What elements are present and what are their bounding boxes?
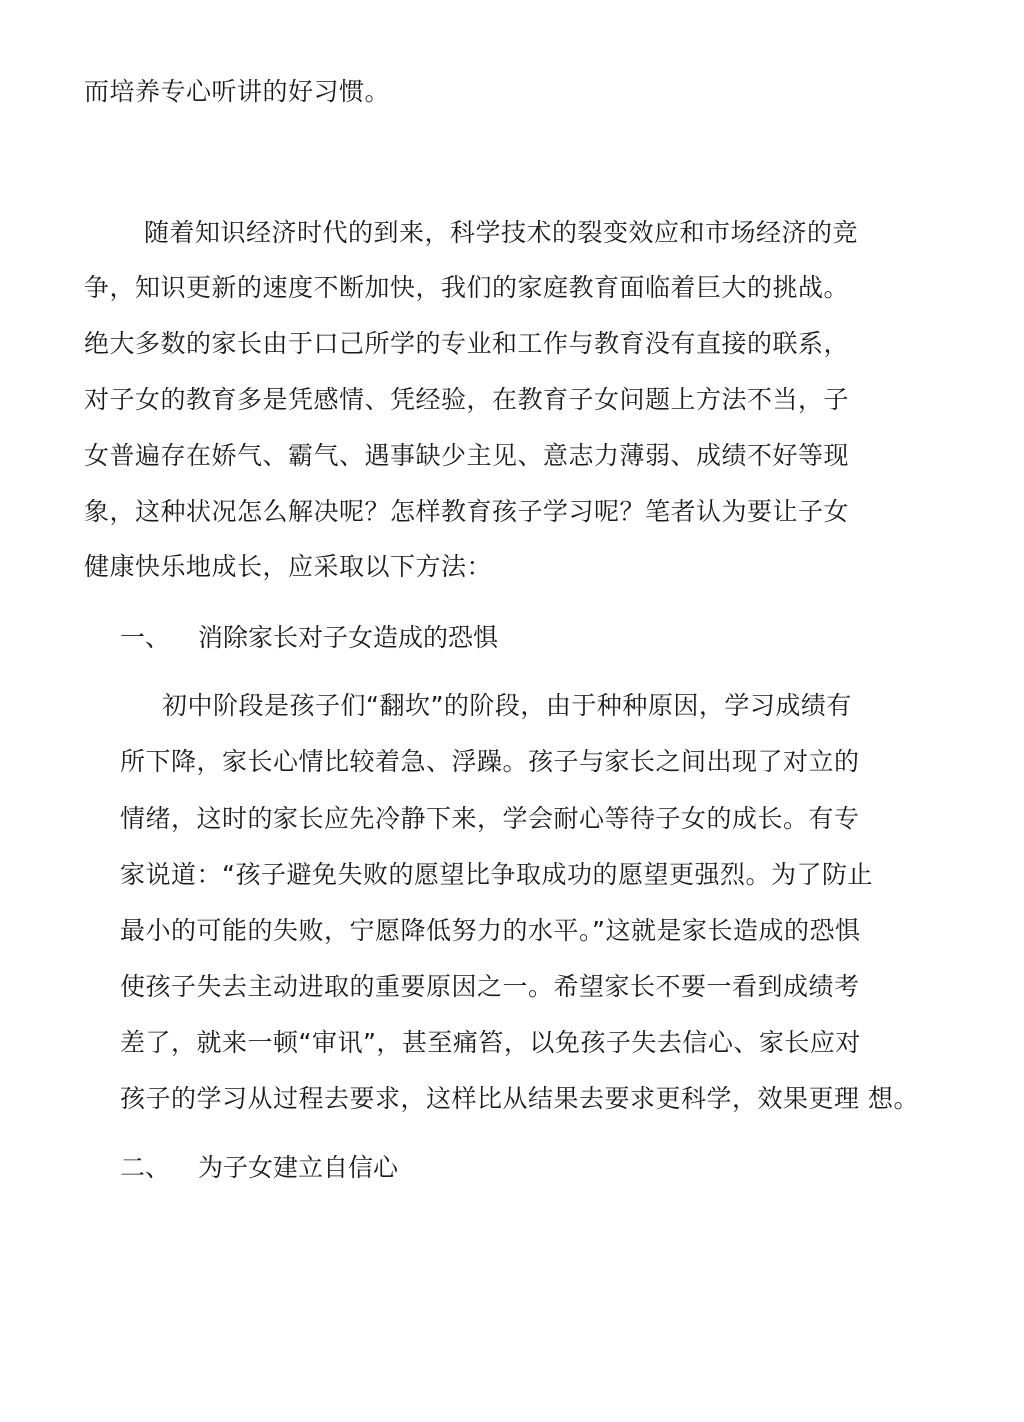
paragraph-line: 健康快乐地成长，应采取以下方法： xyxy=(84,552,493,581)
paragraph-line: 差了，就来一顿“审讯”，甚至痛笞，以免孩子失去信心、家长应对 xyxy=(120,1028,861,1057)
paragraph-line: 最小的可能的失败，宁愿降低努力的水平。”这就是家长造成的恐惧 xyxy=(120,916,861,945)
paragraph-line: 所下降，家长心情比较着急、浮躁。孩子与家长之间出现了对立的 xyxy=(120,747,860,776)
paragraph-line: 使孩子失去主动进取的重要原因之一。希望家长不要一看到成绩考 xyxy=(120,972,860,1001)
paragraph-line: 家说道：“孩子避免失败的愿望比争取成功的愿望更强烈。为了防止 xyxy=(120,860,873,889)
paragraph-line: 初中阶段是孩子们“翻坎”的阶段，由于种种原因，学习成绩有 xyxy=(162,691,852,720)
section-1-number: 一、 xyxy=(120,623,171,652)
section-2-number: 二、 xyxy=(120,1153,171,1182)
section-1-title: 消除家长对子女造成的恐惧 xyxy=(198,623,499,652)
paragraph-line: 情绪，这时的家长应先冷静下来，学会耐心等待子女的成长。有专 xyxy=(120,804,860,833)
paragraph-line: 绝大多数的家长由于口己所学的专业和工作与教育没有直接的联系， xyxy=(84,329,850,358)
section-1-heading xyxy=(120,622,498,654)
paragraph-line: 争，知识更新的速度不断加快，我们的家庭教育面临着巨大的挑战。 xyxy=(84,273,850,302)
paragraph-line: 女普遍存在娇气、霸气、遇事缺少主见、意志力薄弱、成绩不好等现 xyxy=(84,441,850,470)
intro-tail-line: 而培养专心听讲的好习惯。 xyxy=(84,77,391,106)
paragraph-line: 孩子的学习从过程去要求，这样比从结果去要求更科学，效果更理 想。 xyxy=(120,1084,919,1113)
paragraph-line: 随着知识经济时代的到来，科学技术的裂变效应和市场经济的竞 xyxy=(144,218,859,247)
paragraph-line: 象，这种状况怎么解决呢？怎样教育孩子学习呢？笔者认为要让子女 xyxy=(84,497,850,526)
section-2-title: 为子女建立自信心 xyxy=(198,1153,399,1182)
paragraph-line: 对子女的教育多是凭感情、凭经验，在教育子女问题上方法不当，子 xyxy=(84,385,850,414)
section-2-heading xyxy=(120,1152,398,1184)
